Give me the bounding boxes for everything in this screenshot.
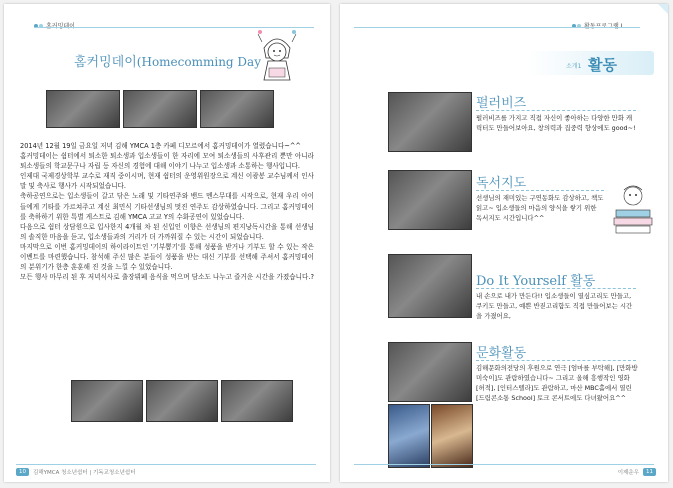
left-header	[34, 21, 75, 30]
culture-photo	[388, 342, 472, 402]
section-rule	[476, 190, 604, 191]
article-body	[20, 141, 314, 282]
section-title: 펄러비즈	[476, 96, 527, 111]
section-rule	[476, 360, 636, 361]
movie-poster-image	[431, 404, 473, 468]
paragraph: 2014년 12월 19일 금요일 저녁 김해 YMCA 1층 카페 디모르에서 홈커밍데이가 열렸습니다~^^	[20, 142, 301, 150]
event-photo	[46, 90, 120, 128]
perler-beads-photo	[388, 92, 472, 152]
right-footer	[618, 468, 656, 476]
paragraph: 다음으로 쉼터 상담원으로 입사한지 4개월 차 된 신입인 이향은 선생님의 편지낭독시간을 통해 선생님의 솔직한 마음을 듣고, 입소생들과의 거리가 더 가까워질 수 있는 시간이 되었습니다.	[20, 222, 314, 241]
section-text: 펄러비즈를 가지고 직접 자신이 좋아하는 다양한 만화 캐릭터도 만들어보아요, 창의력과 집중력 향상에도 good~!	[476, 114, 636, 132]
event-photo	[71, 380, 143, 422]
page-title	[74, 51, 261, 70]
banner-title: 활동	[588, 56, 617, 74]
footer-label: 이제운우	[617, 470, 639, 476]
paragraph: 축하공연으로는 입소생들이 갈고 닦은 노래 및 기타연주와 밴드 멘스무대를 시작으로, 현재 우리 아이들에게 기타를 가르쳐주고 계신 최민식 기타선생님의 멋진 연주도 감상하였습니다. 그리고 홈커밍데이를 축하하기 위한 특별 게스트로 김해 YMCA 고교 Y의 수화공연이 있었습니다.	[20, 192, 314, 221]
section-text: 선생님의 재미있는 구연동화도 감상하고, 책도 읽고~ 입소생들의 마음의 양식을 쌓기 위한 독서지도 시간입니다^^	[476, 194, 604, 222]
corner-fold	[658, 4, 668, 14]
page-title-ko: 홈커밍데이	[74, 55, 137, 70]
paragraph: 홈커밍데이는 쉼터에서 퇴소한 퇴소생과 입소생들이 한 자리에 모여 퇴소생들의 사후관리 뿐만 아니라 퇴소생들의 학교문구나 자립 등 자신의 경험에 대해 이야기 나누고 입소생과 소통하는 행사입니다.	[20, 152, 314, 171]
section-title: 독서지도	[476, 176, 527, 191]
right-header	[572, 21, 622, 30]
page-title-en: (Homecomming Day	[136, 55, 261, 69]
footer-label: 김해YMCA 청소년쉼터 | 기독교청소년쉼터	[33, 470, 136, 476]
left-footer	[16, 468, 136, 476]
diy-photo	[388, 254, 472, 318]
event-photo	[146, 380, 218, 422]
footer-rule	[354, 464, 654, 465]
section-rule	[476, 288, 636, 289]
right-header-label	[584, 21, 622, 30]
footer-rule	[16, 464, 316, 465]
top-photo-strip	[46, 90, 274, 128]
cartoon-girl-illustration	[254, 28, 300, 82]
banner-small: 소개1	[566, 63, 582, 70]
event-photo	[221, 380, 293, 422]
paragraph: 모든 행사 마무리 된 후 저녁식사로 출장뷔페 음식을 먹으며 담소도 나누고 즐거운 시간을 가졌습니다.?	[20, 273, 314, 282]
paragraph: 인제대 국제경상학부 교수로 재직 중이시며, 현재 쉼터의 운영위원장으로 계신 이광봉 교수님께서 인사말 및 축사로 행사가 시작되었습니다.	[20, 172, 314, 191]
section-title: Do It Yourself 활동	[476, 274, 596, 289]
movie-poster-image	[388, 404, 430, 468]
header-rule	[354, 27, 640, 28]
left-header-label	[46, 21, 75, 30]
section-title: 문화활동	[476, 346, 527, 361]
page-number: 10	[16, 468, 29, 476]
event-photo	[200, 90, 274, 128]
section-rule	[476, 110, 636, 111]
bottom-photo-strip	[71, 380, 293, 422]
page-number: 11	[643, 468, 656, 476]
left-page	[4, 4, 330, 482]
section-text: 김해문화의전당의 후원으로 연극 [엄마를 부탁해], [만화방 미숙이]도 관람하였습니다~ 그리고 올해 흥행작인 영화 [허적], [인터스텔라]도 관람하고, 마산 MBC홀에서 열린 [드림콘소통 School] 토크 콘서트에도 다녀왔어요^^	[476, 364, 638, 402]
books-illustration	[610, 180, 656, 238]
event-photo	[123, 90, 197, 128]
reading-photo	[388, 170, 472, 230]
section-text: 내 손으로 내가 만든다!! 입소생들이 열심고리도 만들고, 쿠키도 만들고, 예쁜 반짇고리함도 직접 만들어보는 시간을 가졌어요,	[476, 292, 633, 320]
section-banner	[528, 51, 654, 75]
right-page	[340, 4, 668, 482]
paragraph: 마지막으로 이번 홈커밍데이의 하이라이트인 '기부뽑기'를 통해 성품을 받거나 기부도 할 수 있는 작은 이벤트를 마련했습니다. 참석해 주신 많은 분들이 성품을 받는 대신 기부를 선택해 주셔서 홈커밍데이의 분위기가 한층 훈훈해 진 것을 느낄 수 있었습니다.	[20, 242, 314, 272]
